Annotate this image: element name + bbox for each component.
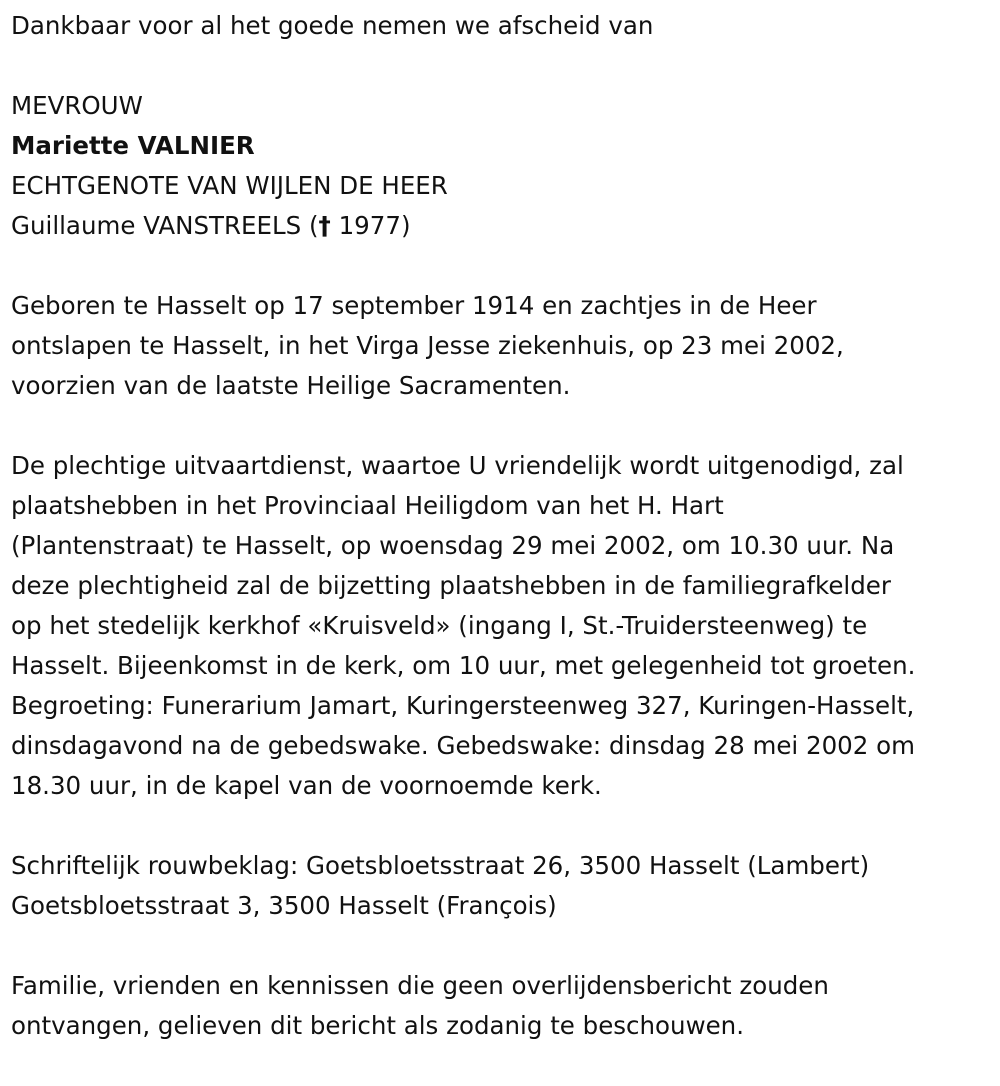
paragraph-line: voorzien van de laatste Heilige Sacramenten. <box>11 371 571 400</box>
paragraph-line: Goetsbloetsstraat 3, 3500 Hasselt (François) <box>11 891 557 920</box>
paragraph-line: dinsdagavond na de gebedswake. Gebedswake: dinsdag 28 mei 2002 om <box>11 731 915 760</box>
intro-line: Dankbaar voor al het goede nemen we afscheid van <box>11 11 654 40</box>
spacer <box>11 806 996 846</box>
paragraph-line: De plechtige uitvaartdienst, waartoe U vriendelijk wordt uitgenodigd, zal <box>11 451 904 480</box>
closing-paragraph <box>11 966 996 1046</box>
paragraph-line: Geboren te Hasselt op 17 september 1914 en zachtjes in de Heer <box>11 291 817 320</box>
cross-icon: † <box>318 211 331 240</box>
paragraph-line: Hasselt. Bijeenkomst in de kerk, om 10 uur, met gelegenheid tot groeten. <box>11 651 916 680</box>
paragraph-line: Begroeting: Funerarium Jamart, Kuringersteenweg 327, Kuringen-Hasselt, <box>11 691 915 720</box>
condolences-paragraph <box>11 846 996 926</box>
deceased-name: Mariette VALNIER <box>11 131 255 160</box>
spouse-line <box>11 206 996 246</box>
paragraph-line: Familie, vrienden en kennissen die geen overlijdensbericht zouden <box>11 971 829 1000</box>
title-prefix: MEVROUW <box>11 91 143 120</box>
paragraph-line: 18.30 uur, in de kapel van de voornoemde kerk. <box>11 771 602 800</box>
open-paren: ( <box>308 211 319 240</box>
paragraph-line: ontvangen, gelieven dit bericht als zodanig te beschouwen. <box>11 1011 745 1040</box>
paragraph-line: (Plantenstraat) te Hasselt, op woensdag 29 mei 2002, om 10.30 uur. Na <box>11 531 895 560</box>
paragraph-line: plaatshebben in het Provinciaal Heiligdom van het H. Hart <box>11 491 724 520</box>
paragraph-line: deze plechtigheid zal de bijzetting plaatshebben in de familiegrafkelder <box>11 571 891 600</box>
spacer <box>11 926 996 966</box>
paragraph-line: ontslapen te Hasselt, in het Virga Jesse ziekenhuis, op 23 mei 2002, <box>11 331 844 360</box>
spacer <box>11 406 996 446</box>
spouse-name: Guillaume VANSTREELS <box>11 211 302 240</box>
spacer <box>11 246 996 286</box>
funeral-paragraph <box>11 446 996 806</box>
paragraph-line: Schriftelijk rouwbeklag: Goetsbloetsstraat 26, 3500 Hasselt (Lambert) <box>11 851 870 880</box>
relation-line: ECHTGENOTE VAN WIJLEN DE HEER <box>11 171 448 200</box>
birth-death-paragraph <box>11 286 996 406</box>
spouse-death-year: 1977 <box>338 211 401 240</box>
paragraph-line: op het stedelijk kerkhof «Kruisveld» (ingang I, St.-Truidersteenweg) te <box>11 611 868 640</box>
obituary-notice <box>11 6 996 1046</box>
close-paren: ) <box>400 211 411 240</box>
spacer <box>11 46 996 86</box>
